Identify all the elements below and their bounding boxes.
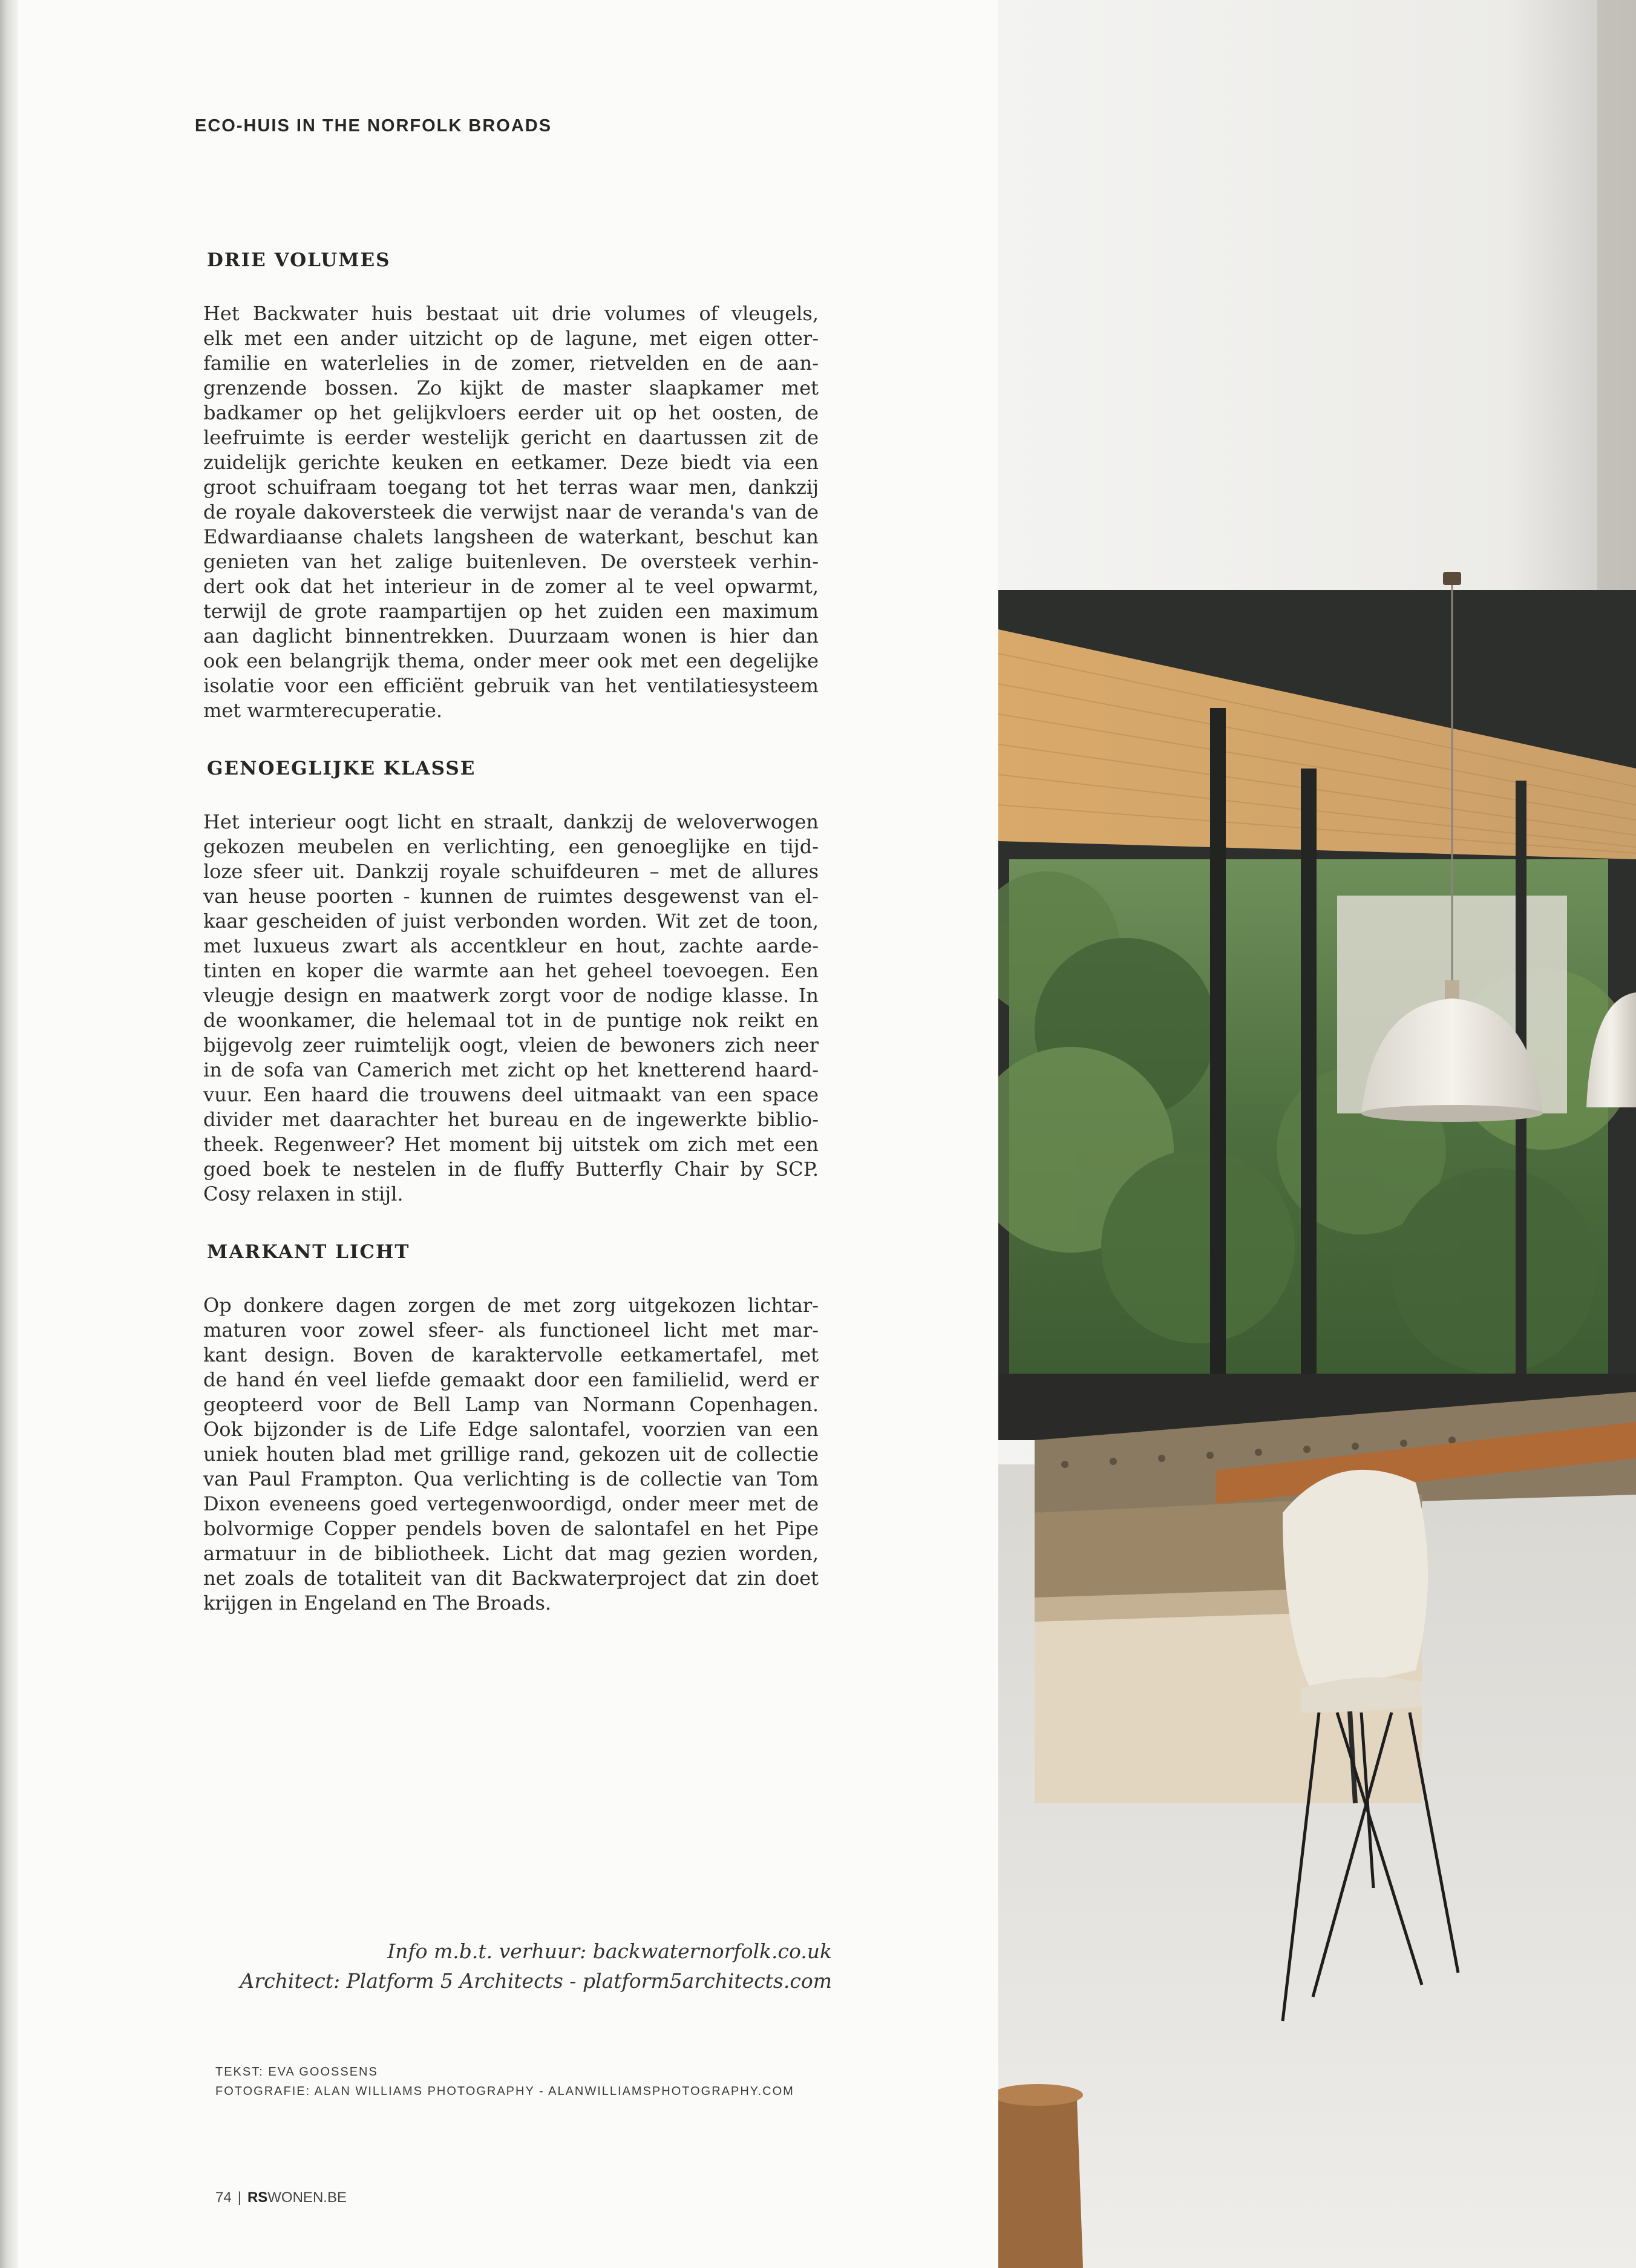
section-heading: MARKANT LICHT (207, 1241, 410, 1263)
photo-credit: FOTOGRAFIE: ALAN WILLIAMS PHOTOGRAPHY - ALANWILLIAMSPHOTOGRAPHY.COM (215, 2085, 794, 2098)
credits (182, 1936, 832, 1996)
text-line: dert ook dat het interieur in de zomer al te veel opwarmt, (203, 575, 819, 598)
text-line: bolvormige Copper pendels boven de salontafel en het Pipe (203, 1517, 819, 1540)
text-credit: TEKST: EVA GOOSSENS (215, 2065, 378, 2079)
brand-logo: RS (247, 2189, 268, 2206)
text-line: zuidelijk gerichte keuken en eetkamer. Deze biedt via een (203, 451, 819, 474)
text-line: genieten van het zalige buitenleven. De oversteek verhin- (203, 550, 819, 573)
section-label: ECO-HUIS IN THE NORFOLK BROADS (195, 116, 552, 136)
dining-room-photo (998, 0, 1636, 2268)
byline (215, 2062, 794, 2101)
text-line: van heuse poorten - kunnen de ruimtes desgewenst van el- (203, 885, 819, 908)
section-heading: GENOEGLIJKE KLASSE (207, 758, 476, 779)
text-line: armatuur in de bibliotheek. Licht dat mag gezien worden, (203, 1542, 819, 1565)
text-line: krijgen in Engeland en The Broads. (203, 1591, 552, 1614)
page-footer (215, 2189, 347, 2206)
brand-site: WONEN.BE (267, 2189, 347, 2206)
text-line: tinten en koper die warmte aan het geheel toevoegen. Een (203, 959, 819, 982)
paragraph (203, 301, 819, 723)
article-body (192, 248, 819, 1649)
text-line: de royale dakoversteek die verwijst naar de veranda's van de (203, 500, 819, 523)
text-line: bijgevolg zeer ruimtelijk oogt, vleien de bewoners zich neer (203, 1034, 819, 1057)
paragraph (203, 810, 819, 1207)
text-line: grenzende bossen. Zo kijkt de master slaapkamer met (203, 376, 819, 399)
text-line: Ook bijzonder is de Life Edge salontafel, voorzien van een (203, 1418, 819, 1441)
text-line: Edwardiaanse chalets langsheen de waterkant, beschut kan (203, 525, 819, 548)
text-line: in de sofa van Camerich met zicht op het knetterend haard- (203, 1058, 819, 1081)
text-line: gekozen meubelen en verlichting, een genoeglijke en tijd- (203, 835, 819, 858)
rental-info: Info m.b.t. verhuur: backwaternorfolk.co.uk (387, 1939, 832, 1963)
text-line: leefruimte is eerder westelijk gericht en daartussen zit de (203, 426, 819, 449)
article-section (192, 1240, 819, 1616)
text-line: ook een belangrijk thema, onder meer ook met een degelijke (203, 649, 819, 672)
text-line: uniek houten blad met grillige rand, gekozen uit de collectie (203, 1443, 819, 1466)
text-line: de hand én veel liefde gemaakt door een familielid, werd er (203, 1368, 819, 1391)
text-line: Op donkere dagen zorgen de met zorg uitgekozen lichtar- (203, 1294, 819, 1317)
text-line: goed boek te nestelen in de fluffy Butterfly Chair by SCP. (203, 1158, 819, 1181)
text-line: Het Backwater huis bestaat uit drie volumes of vleugels, (203, 302, 819, 325)
text-line: met warmterecuperatie. (203, 699, 442, 722)
text-line: geopteerd voor de Bell Lamp van Normann Copenhagen. (203, 1393, 819, 1416)
architect-credit: Architect: Platform 5 Architects - platform5architects.com (240, 1969, 832, 1993)
text-line: divider met daarachter het bureau en de ingewerkte biblio- (203, 1108, 819, 1131)
text-line: net zoals de totaliteit van dit Backwaterproject dat zin doet (203, 1567, 819, 1590)
text-line: van Paul Frampton. Qua verlichting is de collectie van Tom (203, 1467, 819, 1490)
text-line: vleugje design en maatwerk zorgt voor de nodige klasse. In (203, 984, 819, 1007)
section-heading: DRIE VOLUMES (207, 249, 391, 271)
footer-separator: | (237, 2189, 241, 2206)
paragraph (203, 1293, 819, 1616)
text-line: Cosy relaxen in stijl. (203, 1182, 404, 1205)
text-line: Het interieur oogt licht en straalt, dankzij de weloverwogen (203, 810, 819, 833)
text-line: kaar gescheiden of juist verbonden worden. Wit zet de toon, (203, 909, 819, 932)
text-line: kant design. Boven de karaktervolle eetkamertafel, met (203, 1343, 819, 1366)
text-line: met luxueus zwart als accentkleur en hout, zachte aarde- (203, 934, 819, 957)
article-section (192, 248, 819, 723)
text-line: familie en waterlelies in de zomer, rietvelden en de aan- (203, 352, 819, 375)
text-line: aan daglicht binnentrekken. Duurzaam wonen is hier dan (203, 624, 819, 647)
article-section (192, 756, 819, 1207)
text-line: terwijl de grote raampartijen op het zuiden een maximum (203, 600, 819, 623)
text-line: loze sfeer uit. Dankzij royale schuifdeuren – met de allures (203, 860, 819, 883)
text-line: groot schuifraam toegang tot het terras waar men, dankzij (203, 476, 819, 499)
text-line: maturen voor zowel sfeer- als functioneel licht met mar- (203, 1319, 819, 1342)
text-line: Dixon eveneens goed vertegenwoordigd, onder meer met de (203, 1492, 819, 1515)
interior-photo (998, 0, 1636, 2268)
text-line: elk met een ander uitzicht op de lagune, met eigen otter- (203, 327, 819, 350)
page-gutter-shadow (0, 0, 18, 2268)
text-line: vuur. Een haard die trouwens deel uitmaakt van een space (203, 1083, 819, 1106)
text-line: theek. Regenweer? Het moment bij uitstek om zich met een (203, 1133, 819, 1156)
text-line: badkamer op het gelijkvloers eerder uit op het oosten, de (203, 401, 819, 424)
page-number: 74 (215, 2189, 232, 2206)
text-line: de woonkamer, die helemaal tot in de puntige nok reikt en (203, 1009, 819, 1032)
text-line: isolatie voor een efficiënt gebruik van het ventilatiesysteem (203, 674, 819, 697)
